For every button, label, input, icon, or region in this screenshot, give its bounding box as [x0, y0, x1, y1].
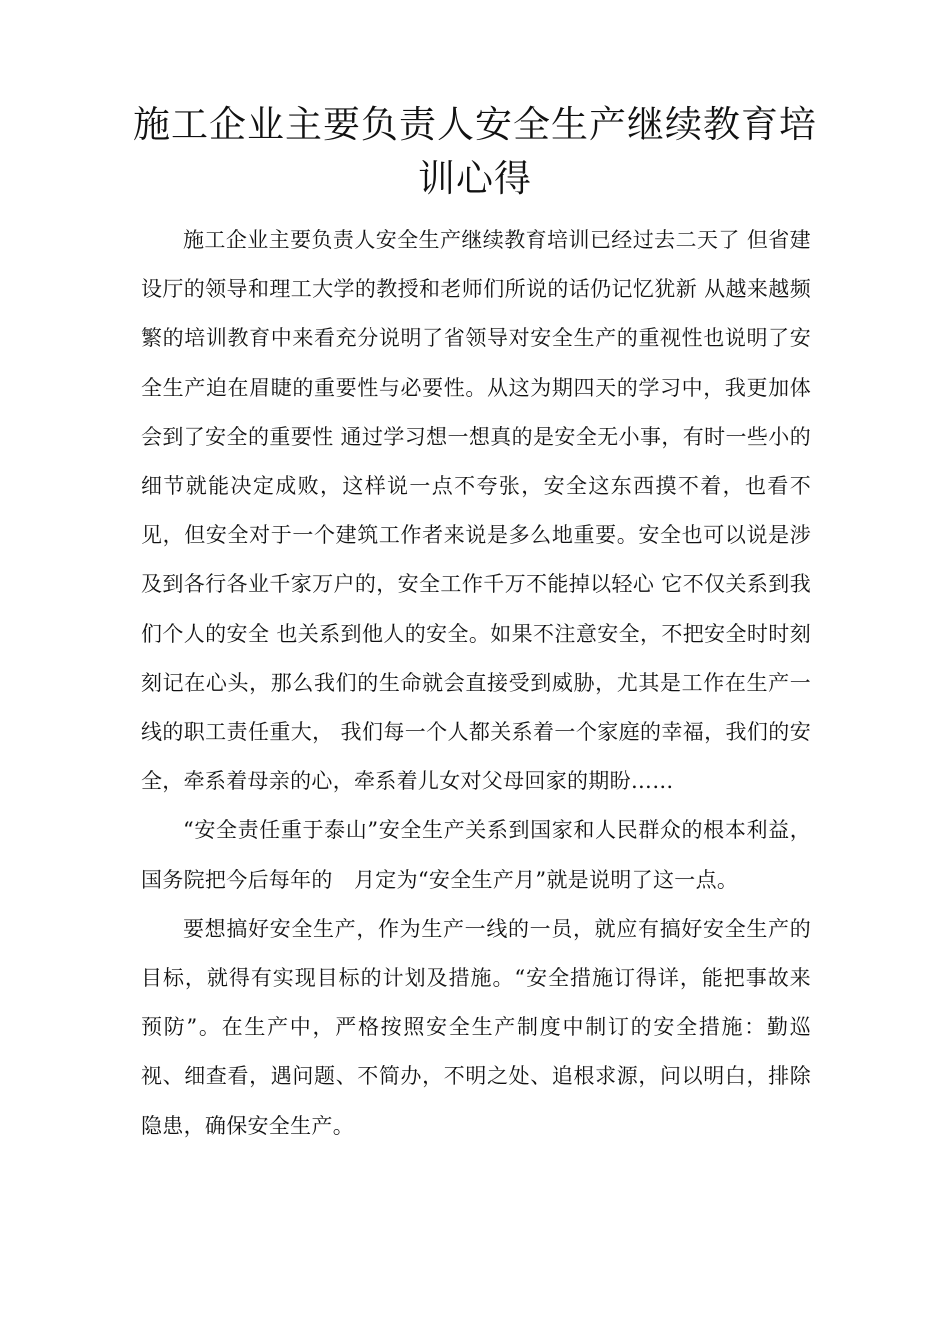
paragraph-3: 要想搞好安全生产，作为生产一线的一员，就应有搞好安全生产的目标，就得有实现目标的计划及措施。“安全措施订得详，能把事故来预防”。在生产中，严格按照安全生产制度中制订的安全措施：勤巡视、细查看，遇问题、不简办，不明之处、追根求源，问以明白，排除隐患，确保安全生产。 [141, 916, 811, 1138]
paragraph-1: 施工企业主要负责人安全生产继续教育培训已经过去二天了 但省建设厅的领导和理工大学的教授和老师们所说的话仍记忆犹新 从越来越频繁的培训教育中来看充分说明了省领导对安全生产的重视性也说明了安全生产迫在眉睫的重要性与必要性。从这为期四天的学习中，我更加体会到了安全的重要性 通过学习想一想真的是安全无小事，有时一些小的细节就能决定成败，这样说一点不夸张，安全这东西摸不着，也看不见，但安全对于一个建筑工作者来说是多么地重要。安全也可以说是涉及到各行各业千家万户的，安全工作千万不能掉以轻心 它不仅关系到我们个人的安全 也关系到他人的安全。如果不注意安全，不把安全时时刻刻记在心头，那么我们的生命就会直接受到威胁，尤其是工作在生产一线的职工责任重大， 我们每一个人都关系着一个家庭的幸福，我们的安全，牵系着母亲的心，牵系着儿女对父母回家的期盼…… [141, 228, 811, 794]
paragraph-2: “安全责任重于泰山”安全生产关系到国家和人民群众的根本利益，国务院把今后每年的 月定为“安全生产月”就是说明了这一点。 [141, 818, 811, 892]
document-title: 施工企业主要负责人安全生产继续教育培训心得 [133, 103, 817, 200]
document-body [141, 216, 811, 1151]
